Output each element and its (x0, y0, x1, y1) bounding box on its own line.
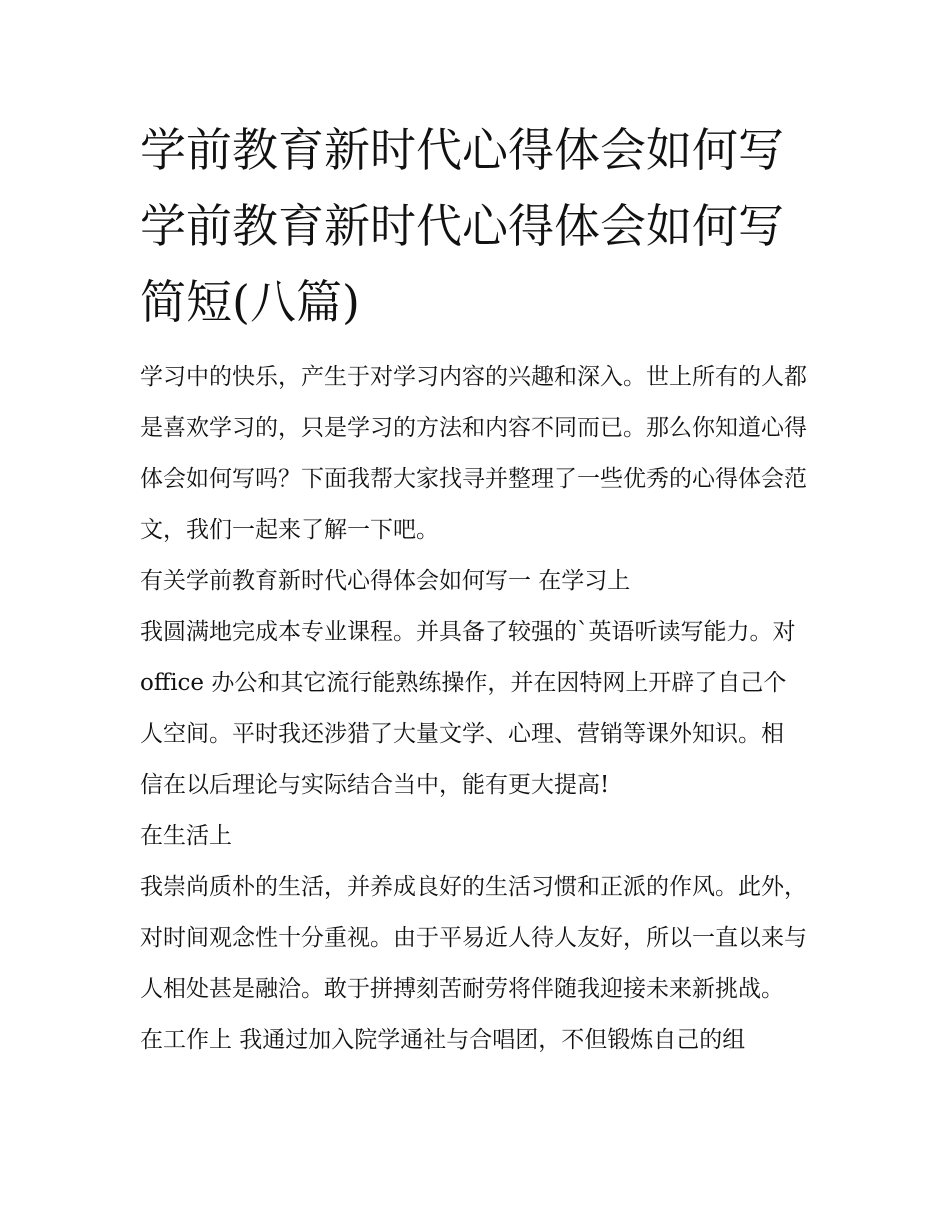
document-title: 学前教育新时代心得体会如何写 学前教育新时代心得体会如何写简短(八篇) (140, 123, 784, 329)
document-body (140, 352, 820, 1066)
life-paragraph: 我崇尚质朴的生活，并养成良好的生活习惯和正派的作风。此外，对时间观念性十分重视。由于平易近人待人友好，所以一直以来与人相处甚是融洽。敢于拼搏刻苦耐劳将伴随我迎接未来新挑战。 (140, 874, 807, 1002)
intro-paragraph: 学习中的快乐，产生于对学习内容的兴趣和深入。世上所有的人都是喜欢学习的，只是学习的方法和内容不同而已。那么你知道心得体会如何写吗？下面我帮大家找寻并整理了一些优秀的心得体会范文，我们一起来了解一下吧。 (140, 364, 807, 543)
section-heading-life: 在生活上 (140, 823, 232, 849)
study-paragraph: 我圆满地完成本专业课程。并具备了较强的`英语听读写能力。对 office 办公和其它流行能熟练操作，并在因特网上开辟了自己个人空间。平时我还涉猎了大量文学、心理、营销等课外知识。相信在以后理论与实际结合当中，能有更大提高! (140, 619, 796, 798)
work-paragraph: 在工作上 我通过加入院学通社与合唱团，不但锻炼自己的组 (140, 1027, 746, 1053)
section-heading-study: 有关学前教育新时代心得体会如何写一 在学习上 (140, 568, 631, 594)
